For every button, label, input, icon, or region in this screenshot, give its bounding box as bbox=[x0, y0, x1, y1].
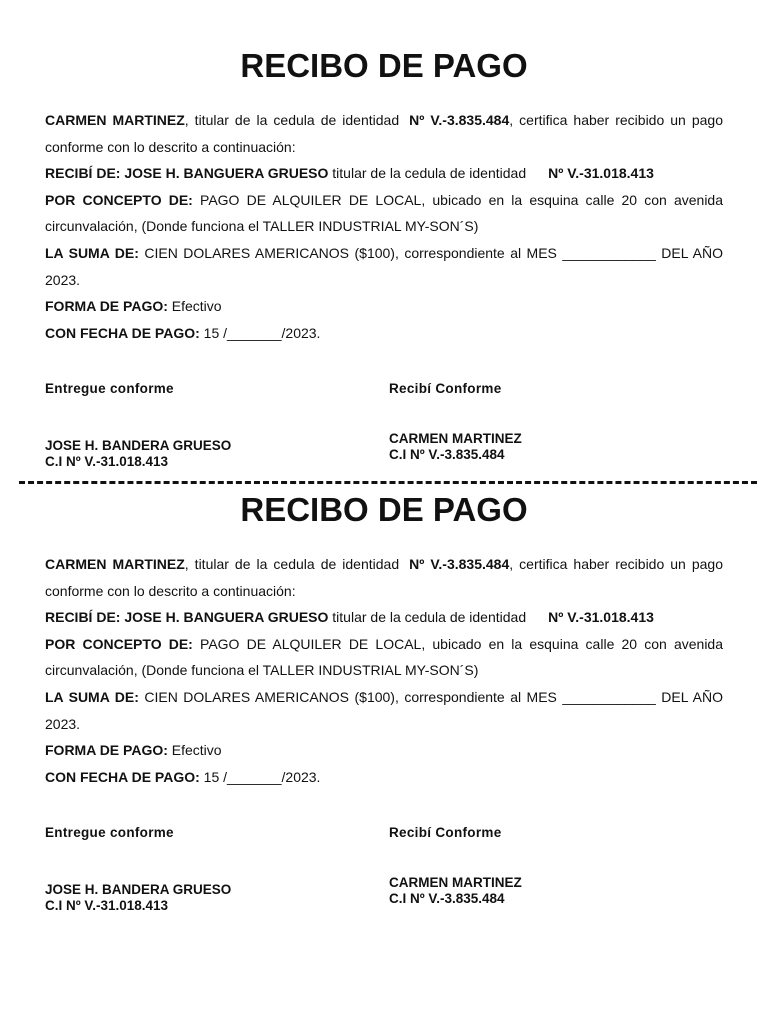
payer-name: CARMEN MARTINEZ bbox=[45, 112, 185, 128]
signature-label-left: Entregue conforme bbox=[45, 825, 174, 840]
recibi-label: RECIBÍ DE: JOSE H. BANGUERA GRUESO bbox=[45, 165, 329, 182]
signature-label-left: Entregue conforme bbox=[45, 381, 174, 396]
suma-label: LA SUMA DE: bbox=[45, 244, 139, 261]
intro-text-2: , certifica haber recibido un pago conforme con lo descrito a continuación: bbox=[45, 556, 723, 599]
signature-block-right bbox=[389, 875, 522, 907]
signature-label-right: Recibí Conforme bbox=[389, 825, 502, 840]
concepto-label: POR CONCEPTO DE: bbox=[45, 191, 193, 208]
forma-text: Efectivo bbox=[167, 742, 222, 759]
forma-label: FORMA DE PAGO: bbox=[45, 298, 168, 315]
receipt-body bbox=[45, 107, 723, 346]
signer-id-right: C.I Nº V.-3.835.484 bbox=[389, 891, 505, 906]
fecha-paragraph bbox=[45, 764, 723, 791]
concepto-label: POR CONCEPTO DE: bbox=[45, 635, 193, 652]
suma-text: CIEN DOLARES AMERICANOS ($100), correspondiente al MES ____________ DEL AÑO 2023. bbox=[45, 244, 724, 288]
signer-id-right: C.I Nº V.-3.835.484 bbox=[389, 447, 505, 462]
payer-name: CARMEN MARTINEZ bbox=[45, 556, 185, 572]
recibi-text: titular de la cedula de identidad bbox=[328, 609, 527, 626]
suma-paragraph bbox=[45, 684, 723, 737]
signer-name-left: JOSE H. BANDERA GRUESO bbox=[45, 438, 232, 453]
signer-id-left: C.I Nº V.-31.018.413 bbox=[45, 898, 169, 913]
suma-label: LA SUMA DE: bbox=[45, 688, 139, 705]
forma-text: Efectivo bbox=[167, 298, 222, 315]
signature-block-left bbox=[45, 438, 231, 470]
receipt-body bbox=[45, 551, 723, 790]
recibi-id: Nº V.-31.018.413 bbox=[548, 609, 654, 626]
fecha-label: CON FECHA DE PAGO: bbox=[45, 324, 200, 341]
intro-text-2: , certifica haber recibido un pago conforme con lo descrito a continuación: bbox=[45, 112, 723, 155]
signature-block-left bbox=[45, 882, 231, 914]
cut-line-divider bbox=[19, 481, 757, 484]
signer-name-right: CARMEN MARTINEZ bbox=[389, 875, 522, 890]
intro-paragraph bbox=[45, 551, 723, 604]
forma-paragraph bbox=[45, 293, 723, 320]
fecha-label: CON FECHA DE PAGO: bbox=[45, 768, 200, 785]
forma-label: FORMA DE PAGO: bbox=[45, 742, 168, 759]
intro-text-1: , titular de la cedula de identidad bbox=[184, 556, 400, 572]
concepto-paragraph bbox=[45, 187, 723, 240]
payer-id: Nº V.-3.835.484 bbox=[409, 556, 510, 572]
concepto-text: PAGO DE ALQUILER DE LOCAL, ubicado en la esquina calle 20 con avenida circunvalación, (Donde funciona el TALLER INDUSTRIAL MY-SON´S) bbox=[45, 635, 724, 679]
fecha-text: 15 /_______/2023. bbox=[199, 324, 321, 341]
payer-id: Nº V.-3.835.484 bbox=[409, 112, 510, 128]
intro-text-1: , titular de la cedula de identidad bbox=[184, 112, 400, 128]
signer-id-left: C.I Nº V.-31.018.413 bbox=[45, 454, 169, 469]
recibi-text: titular de la cedula de identidad bbox=[328, 165, 527, 182]
intro-paragraph bbox=[45, 107, 723, 160]
signature-block-right bbox=[389, 431, 522, 463]
suma-text: CIEN DOLARES AMERICANOS ($100), correspondiente al MES ____________ DEL AÑO 2023. bbox=[45, 688, 724, 732]
suma-paragraph bbox=[45, 240, 723, 293]
receipt-title: RECIBO DE PAGO bbox=[240, 491, 528, 528]
fecha-text: 15 /_______/2023. bbox=[199, 768, 321, 785]
recibi-paragraph bbox=[45, 160, 723, 187]
concepto-paragraph bbox=[45, 631, 723, 684]
fecha-paragraph bbox=[45, 320, 723, 347]
receipt-title: RECIBO DE PAGO bbox=[240, 47, 528, 84]
signer-name-left: JOSE H. BANDERA GRUESO bbox=[45, 882, 232, 897]
recibi-id: Nº V.-31.018.413 bbox=[548, 165, 654, 182]
forma-paragraph bbox=[45, 737, 723, 764]
concepto-text: PAGO DE ALQUILER DE LOCAL, ubicado en la esquina calle 20 con avenida circunvalación, (Donde funciona el TALLER INDUSTRIAL MY-SON´S) bbox=[45, 191, 724, 235]
signer-name-right: CARMEN MARTINEZ bbox=[389, 431, 522, 446]
signature-label-right: Recibí Conforme bbox=[389, 381, 502, 396]
recibi-paragraph bbox=[45, 604, 723, 631]
recibi-label: RECIBÍ DE: JOSE H. BANGUERA GRUESO bbox=[45, 609, 329, 626]
